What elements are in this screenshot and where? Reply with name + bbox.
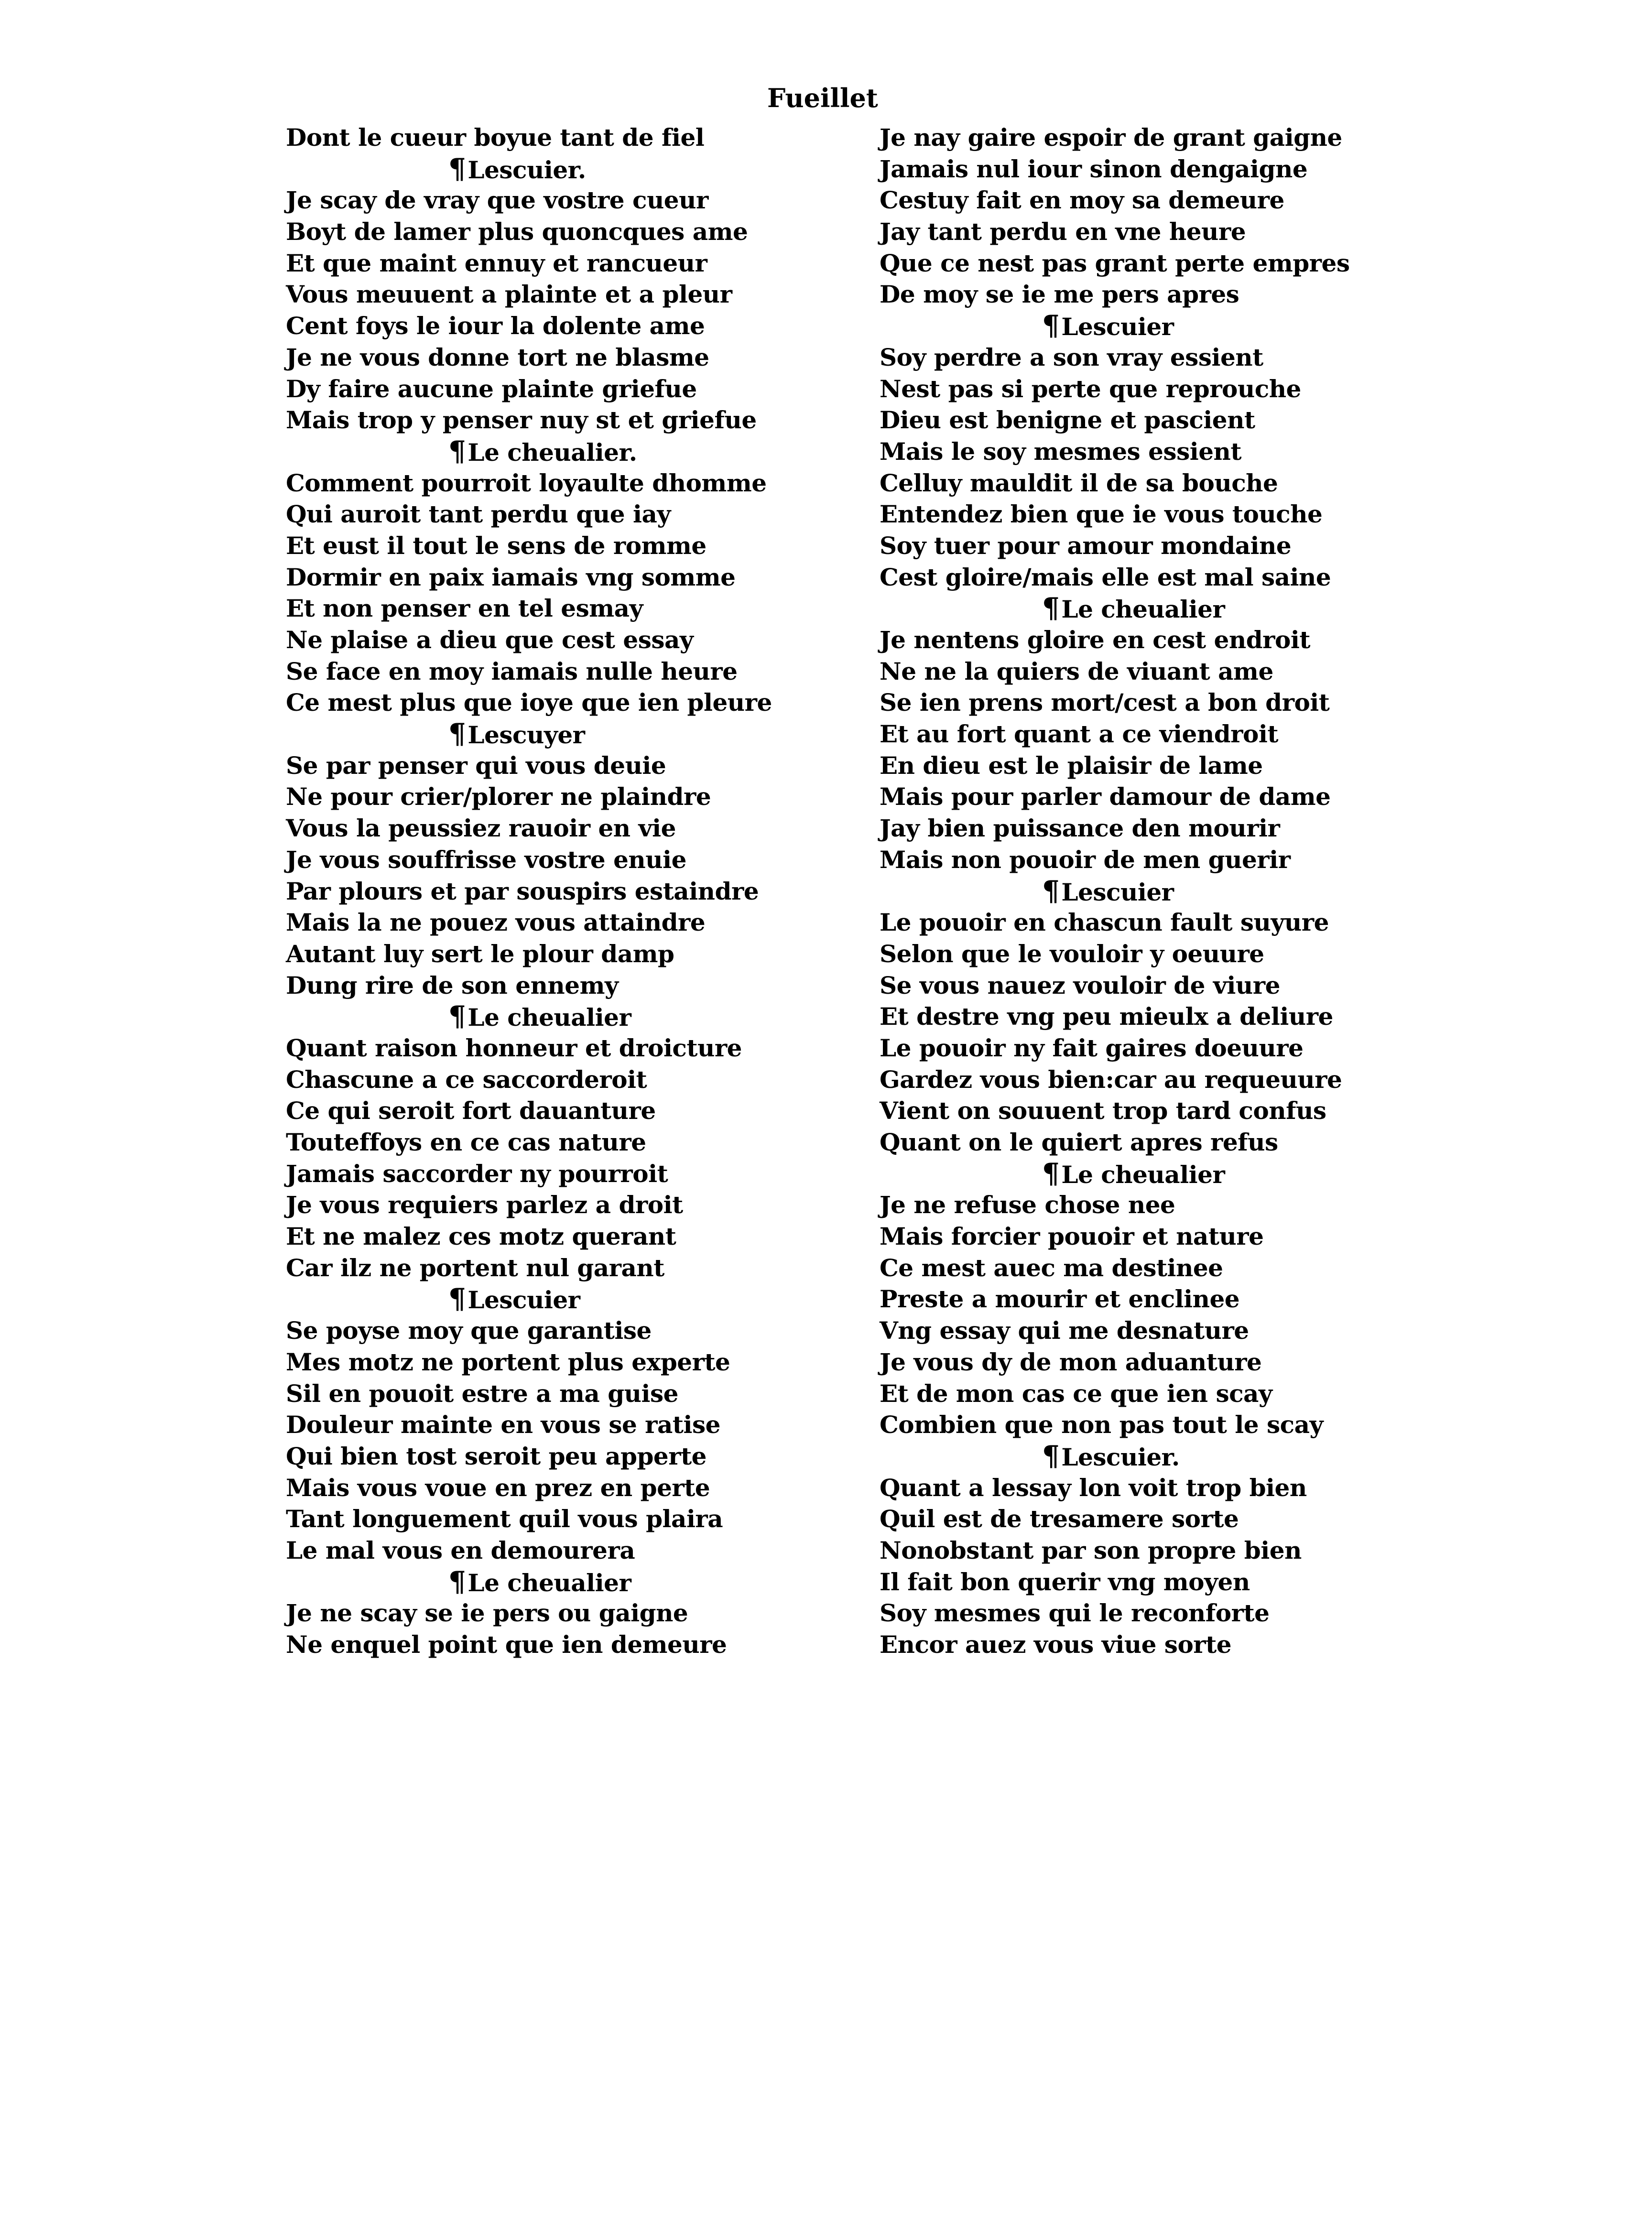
verse-text: Il fait bon querir vng moyen <box>880 1567 1250 1596</box>
verse-text: En dieu est le plaisir de lame <box>880 751 1263 780</box>
verse-text: Gardez vous bien:car au requeuure <box>880 1065 1342 1094</box>
speaker-heading <box>286 436 859 467</box>
speaker-name: Lescuier. <box>467 155 586 184</box>
verse-text: Mes motz ne portent plus experte <box>286 1347 730 1376</box>
pilcrow-icon: ¶ <box>448 1282 466 1315</box>
verse-text: Se face en moy iamais nulle heure <box>286 657 738 685</box>
verse-line <box>880 907 1453 938</box>
verse-line <box>880 1252 1453 1284</box>
verse-text: Vous la peussiez rauoir en vie <box>286 814 676 843</box>
speaker-name: Lescuier. <box>1061 1443 1180 1471</box>
verse-line <box>286 1597 859 1629</box>
verse-line <box>286 499 859 530</box>
verse-line <box>286 781 859 813</box>
verse-line <box>880 813 1453 844</box>
verse-line <box>286 373 859 405</box>
verse-line <box>286 907 859 938</box>
verse-line <box>880 530 1453 562</box>
verse-line <box>880 970 1453 1001</box>
speaker-heading <box>880 593 1453 624</box>
verse-line <box>286 593 859 624</box>
verse-text: Qui auroit tant perdu que iay <box>286 500 671 529</box>
verse-line <box>880 1378 1453 1410</box>
verse-line <box>880 216 1453 248</box>
verse-line <box>880 1629 1453 1661</box>
verse-line <box>880 185 1453 216</box>
verse-line <box>880 1127 1453 1158</box>
verse-line <box>880 1409 1453 1441</box>
verse-text: Ne plaise a dieu que cest essay <box>286 626 694 654</box>
verse-line <box>880 499 1453 530</box>
verse-line <box>286 1378 859 1410</box>
verse-line <box>880 1001 1453 1032</box>
folio-header: Fueillet <box>767 83 878 113</box>
speaker-name: Le cheualier <box>1061 595 1225 624</box>
verse-text: Ce mest auec ma destinee <box>880 1253 1223 1282</box>
verse-text: Cestuy fait en moy sa demeure <box>880 186 1284 215</box>
pilcrow-icon: ¶ <box>1042 1157 1060 1190</box>
verse-text: Qui bien tost seroit peu apperte <box>286 1442 706 1470</box>
verse-text: Je ne refuse chose nee <box>880 1191 1175 1219</box>
verse-line <box>286 1441 859 1472</box>
verse-line <box>286 122 859 153</box>
verse-text: Quant raison honneur et droicture <box>286 1033 742 1062</box>
verse-line <box>286 1503 859 1535</box>
verse-line <box>286 530 859 562</box>
verse-text: Et eust il tout le sens de romme <box>286 531 706 560</box>
verse-text: Mais pour parler damour de dame <box>880 782 1331 811</box>
verse-text: Vous meuuent a plainte et a pleur <box>286 280 732 309</box>
verse-line <box>286 1189 859 1221</box>
verse-line <box>286 624 859 656</box>
verse-text: Se poyse moy que garantise <box>286 1316 652 1345</box>
verse-text: Preste a mourir et enclinee <box>880 1285 1240 1313</box>
verse-line <box>880 1064 1453 1096</box>
verse-line <box>880 1095 1453 1127</box>
verse-line <box>286 1346 859 1378</box>
pilcrow-icon: ¶ <box>1042 309 1060 342</box>
verse-text: Nonobstant par son propre bien <box>880 1536 1302 1564</box>
verse-line <box>880 1315 1453 1346</box>
verse-line <box>880 687 1453 718</box>
verse-line <box>286 1629 859 1661</box>
verse-text: Touteffoys en ce cas nature <box>286 1128 646 1156</box>
verse-text: Mais trop y penser nuy st et griefue <box>286 406 757 434</box>
verse-text: Je nay gaire espoir de grant gaigne <box>880 123 1342 152</box>
verse-line <box>286 1158 859 1190</box>
verse-line <box>286 844 859 876</box>
speaker-name: Le cheualier <box>1061 1160 1225 1189</box>
verse-text: Et destre vng peu mieulx a deliure <box>880 1002 1333 1031</box>
verse-text: Le pouoir en chascun fault suyure <box>880 908 1329 937</box>
verse-text: Mais vous voue en prez en perte <box>286 1473 710 1502</box>
verse-line <box>880 1283 1453 1315</box>
verse-text: Autant luy sert le plour damp <box>286 939 674 968</box>
verse-line <box>286 1032 859 1064</box>
verse-line <box>286 279 859 310</box>
verse-line <box>880 1503 1453 1535</box>
verse-line <box>880 718 1453 750</box>
verse-text: Que ce nest pas grant perte empres <box>880 249 1350 277</box>
verse-text: Comment pourroit loyaulte dhomme <box>286 468 767 497</box>
verse-line <box>880 1221 1453 1252</box>
verse-line <box>286 1315 859 1346</box>
verse-text: Chascune a ce saccorderoit <box>286 1065 647 1094</box>
verse-text: Quant on le quiert apres refus <box>880 1128 1278 1156</box>
verse-text: Selon que le vouloir y oeuure <box>880 939 1264 968</box>
verse-line <box>880 562 1453 593</box>
speaker-name: Le cheualier <box>467 1003 631 1032</box>
verse-text: Ne enquel point que ien demeure <box>286 1630 727 1659</box>
verse-line <box>880 656 1453 687</box>
verse-line <box>880 248 1453 279</box>
verse-line <box>286 876 859 907</box>
verse-text: Et au fort quant a ce viendroit <box>880 720 1278 749</box>
verse-line <box>880 279 1453 310</box>
verse-text: Soy perdre a son vray essient <box>880 343 1263 371</box>
verse-line <box>286 1252 859 1284</box>
pilcrow-icon: ¶ <box>1042 874 1060 907</box>
verse-line <box>880 938 1453 970</box>
verse-line <box>286 656 859 687</box>
verse-text: Mais non pouoir de men guerir <box>880 845 1291 874</box>
verse-text: Tant longuement quil vous plaira <box>286 1505 723 1533</box>
speaker-name: Le cheualier. <box>467 438 637 467</box>
verse-text: Combien que non pas tout le scay <box>880 1411 1324 1439</box>
verse-text: Et ne malez ces motz querant <box>286 1222 676 1251</box>
verse-text: Je nentens gloire en cest endroit <box>880 626 1310 654</box>
verse-text: Jay bien puissance den mourir <box>880 814 1280 843</box>
verse-text: Soy tuer pour amour mondaine <box>880 531 1292 560</box>
verse-line <box>286 342 859 373</box>
verse-line <box>286 1535 859 1566</box>
speaker-heading <box>286 1566 859 1598</box>
verse-text: Ne pour crier/plorer ne plaindre <box>286 782 711 811</box>
verse-line <box>880 153 1453 185</box>
verse-line <box>880 781 1453 813</box>
verse-line <box>880 1597 1453 1629</box>
left-column <box>286 122 859 1661</box>
verse-text: Encor auez vous viue sorte <box>880 1630 1232 1659</box>
verse-line <box>880 342 1453 373</box>
speaker-heading <box>286 1283 859 1315</box>
verse-text: Vng essay qui me desnature <box>880 1316 1249 1345</box>
verse-text: Et que maint ennuy et rancueur <box>286 249 707 277</box>
pilcrow-icon: ¶ <box>448 434 466 467</box>
verse-text: Mais la ne pouez vous attaindre <box>286 908 706 937</box>
speaker-heading <box>286 1001 859 1032</box>
verse-line <box>286 467 859 499</box>
verse-text: Le mal vous en demourera <box>286 1536 635 1564</box>
verse-text: Mais forcier pouoir et nature <box>880 1222 1264 1251</box>
verse-text: Celluy mauldit il de sa bouche <box>880 468 1278 497</box>
speaker-heading <box>880 1158 1453 1190</box>
verse-line <box>286 404 859 436</box>
verse-line <box>880 750 1453 782</box>
verse-text: Quant a lessay lon voit trop bien <box>880 1473 1307 1502</box>
speaker-heading <box>880 310 1453 342</box>
verse-line <box>286 813 859 844</box>
speaker-name: Lescuier <box>1061 878 1174 906</box>
verse-line <box>880 436 1453 467</box>
verse-line <box>880 373 1453 405</box>
verse-line <box>286 750 859 782</box>
verse-line <box>286 1472 859 1504</box>
verse-text: Par plours et par souspirs estaindre <box>286 877 759 905</box>
verse-text: Se par penser qui vous deuie <box>286 751 666 780</box>
verse-line <box>286 248 859 279</box>
verse-text: Dont le cueur boyue tant de fiel <box>286 123 705 152</box>
pilcrow-icon: ¶ <box>448 1000 466 1033</box>
verse-text: Dung rire de son ennemy <box>286 971 619 999</box>
verse-text: Jamais saccorder ny pourroit <box>286 1159 668 1188</box>
verse-text: Et de mon cas ce que ien scay <box>880 1379 1272 1408</box>
pilcrow-icon: ¶ <box>1042 592 1060 625</box>
verse-line <box>880 1346 1453 1378</box>
verse-text: Dormir en paix iamais vng somme <box>286 563 736 591</box>
verse-text: Dieu est benigne et pascient <box>880 406 1255 434</box>
speaker-heading <box>880 876 1453 907</box>
verse-text: Se ien prens mort/cest a bon droit <box>880 688 1330 717</box>
verse-line <box>286 1221 859 1252</box>
verse-line <box>286 185 859 216</box>
verse-line <box>286 687 859 718</box>
verse-line <box>880 122 1453 153</box>
verse-line <box>880 467 1453 499</box>
verse-text: Je vous requiers parlez a droit <box>286 1191 683 1219</box>
verse-text: Se vous nauez vouloir de viure <box>880 971 1280 999</box>
verse-text: Je scay de vray que vostre cueur <box>286 186 708 215</box>
verse-line <box>286 1409 859 1441</box>
pilcrow-icon: ¶ <box>448 152 466 185</box>
verse-line <box>286 216 859 248</box>
verse-text: Ne ne la quiers de viuant ame <box>880 657 1273 685</box>
speaker-name: Le cheualier <box>467 1568 631 1597</box>
verse-text: Le pouoir ny fait gaires doeuure <box>880 1033 1304 1062</box>
speaker-name: Lescuier <box>1061 313 1174 341</box>
speaker-heading <box>880 1441 1453 1472</box>
pilcrow-icon: ¶ <box>448 717 466 750</box>
verse-line <box>286 1064 859 1096</box>
verse-text: Vient on souuent trop tard confus <box>880 1096 1326 1125</box>
verse-line <box>880 1189 1453 1221</box>
speaker-heading <box>286 718 859 750</box>
verse-line <box>286 310 859 342</box>
verse-text: Douleur mainte en vous se ratise <box>286 1411 720 1439</box>
verse-text: Nest pas si perte que reprouche <box>880 374 1301 403</box>
pilcrow-icon: ¶ <box>1042 1439 1060 1472</box>
verse-text: Je vous souffrisse vostre enuie <box>286 845 686 874</box>
verse-text: Soy mesmes qui le reconforte <box>880 1599 1270 1628</box>
right-column <box>880 122 1453 1661</box>
verse-line <box>880 1566 1453 1598</box>
verse-text: Jay tant perdu en vne heure <box>880 217 1246 246</box>
verse-text: Et non penser en tel esmay <box>286 594 643 623</box>
verse-line <box>880 404 1453 436</box>
verse-line <box>880 844 1453 876</box>
verse-line <box>286 1127 859 1158</box>
speaker-name: Lescuier <box>467 1286 580 1314</box>
verse-text: Jamais nul iour sinon dengaigne <box>880 154 1308 183</box>
verse-text: Car ilz ne portent nul garant <box>286 1253 664 1282</box>
verse-text: Sil en pouoit estre a ma guise <box>286 1379 678 1408</box>
verse-text: Ce qui seroit fort dauanture <box>286 1096 656 1125</box>
verse-line <box>286 562 859 593</box>
speaker-name: Lescuyer <box>467 721 585 749</box>
verse-text: Boyt de lamer plus quoncques ame <box>286 217 748 246</box>
verse-text: Cest gloire/mais elle est mal saine <box>880 563 1331 591</box>
verse-line <box>880 1032 1453 1064</box>
verse-line <box>880 1535 1453 1566</box>
verse-text: Cent foys le iour la dolente ame <box>286 312 705 340</box>
verse-text: Quil est de tresamere sorte <box>880 1505 1239 1533</box>
verse-text: Mais le soy mesmes essient <box>880 437 1241 466</box>
verse-text: Entendez bien que ie vous touche <box>880 500 1323 529</box>
verse-line <box>880 1472 1453 1504</box>
speaker-heading <box>286 153 859 185</box>
verse-line <box>286 970 859 1001</box>
verse-line <box>286 1095 859 1127</box>
verse-text: Je vous dy de mon aduanture <box>880 1347 1262 1376</box>
verse-text: Je ne vous donne tort ne blasme <box>286 343 709 371</box>
pilcrow-icon: ¶ <box>448 1565 466 1598</box>
verse-line <box>880 624 1453 656</box>
verse-line <box>286 938 859 970</box>
verse-text: Ce mest plus que ioye que ien pleure <box>286 688 772 717</box>
verse-text: Dy faire aucune plainte griefue <box>286 374 697 403</box>
verse-text: Je ne scay se ie pers ou gaigne <box>286 1599 688 1628</box>
verse-text: De moy se ie me pers apres <box>880 280 1239 309</box>
